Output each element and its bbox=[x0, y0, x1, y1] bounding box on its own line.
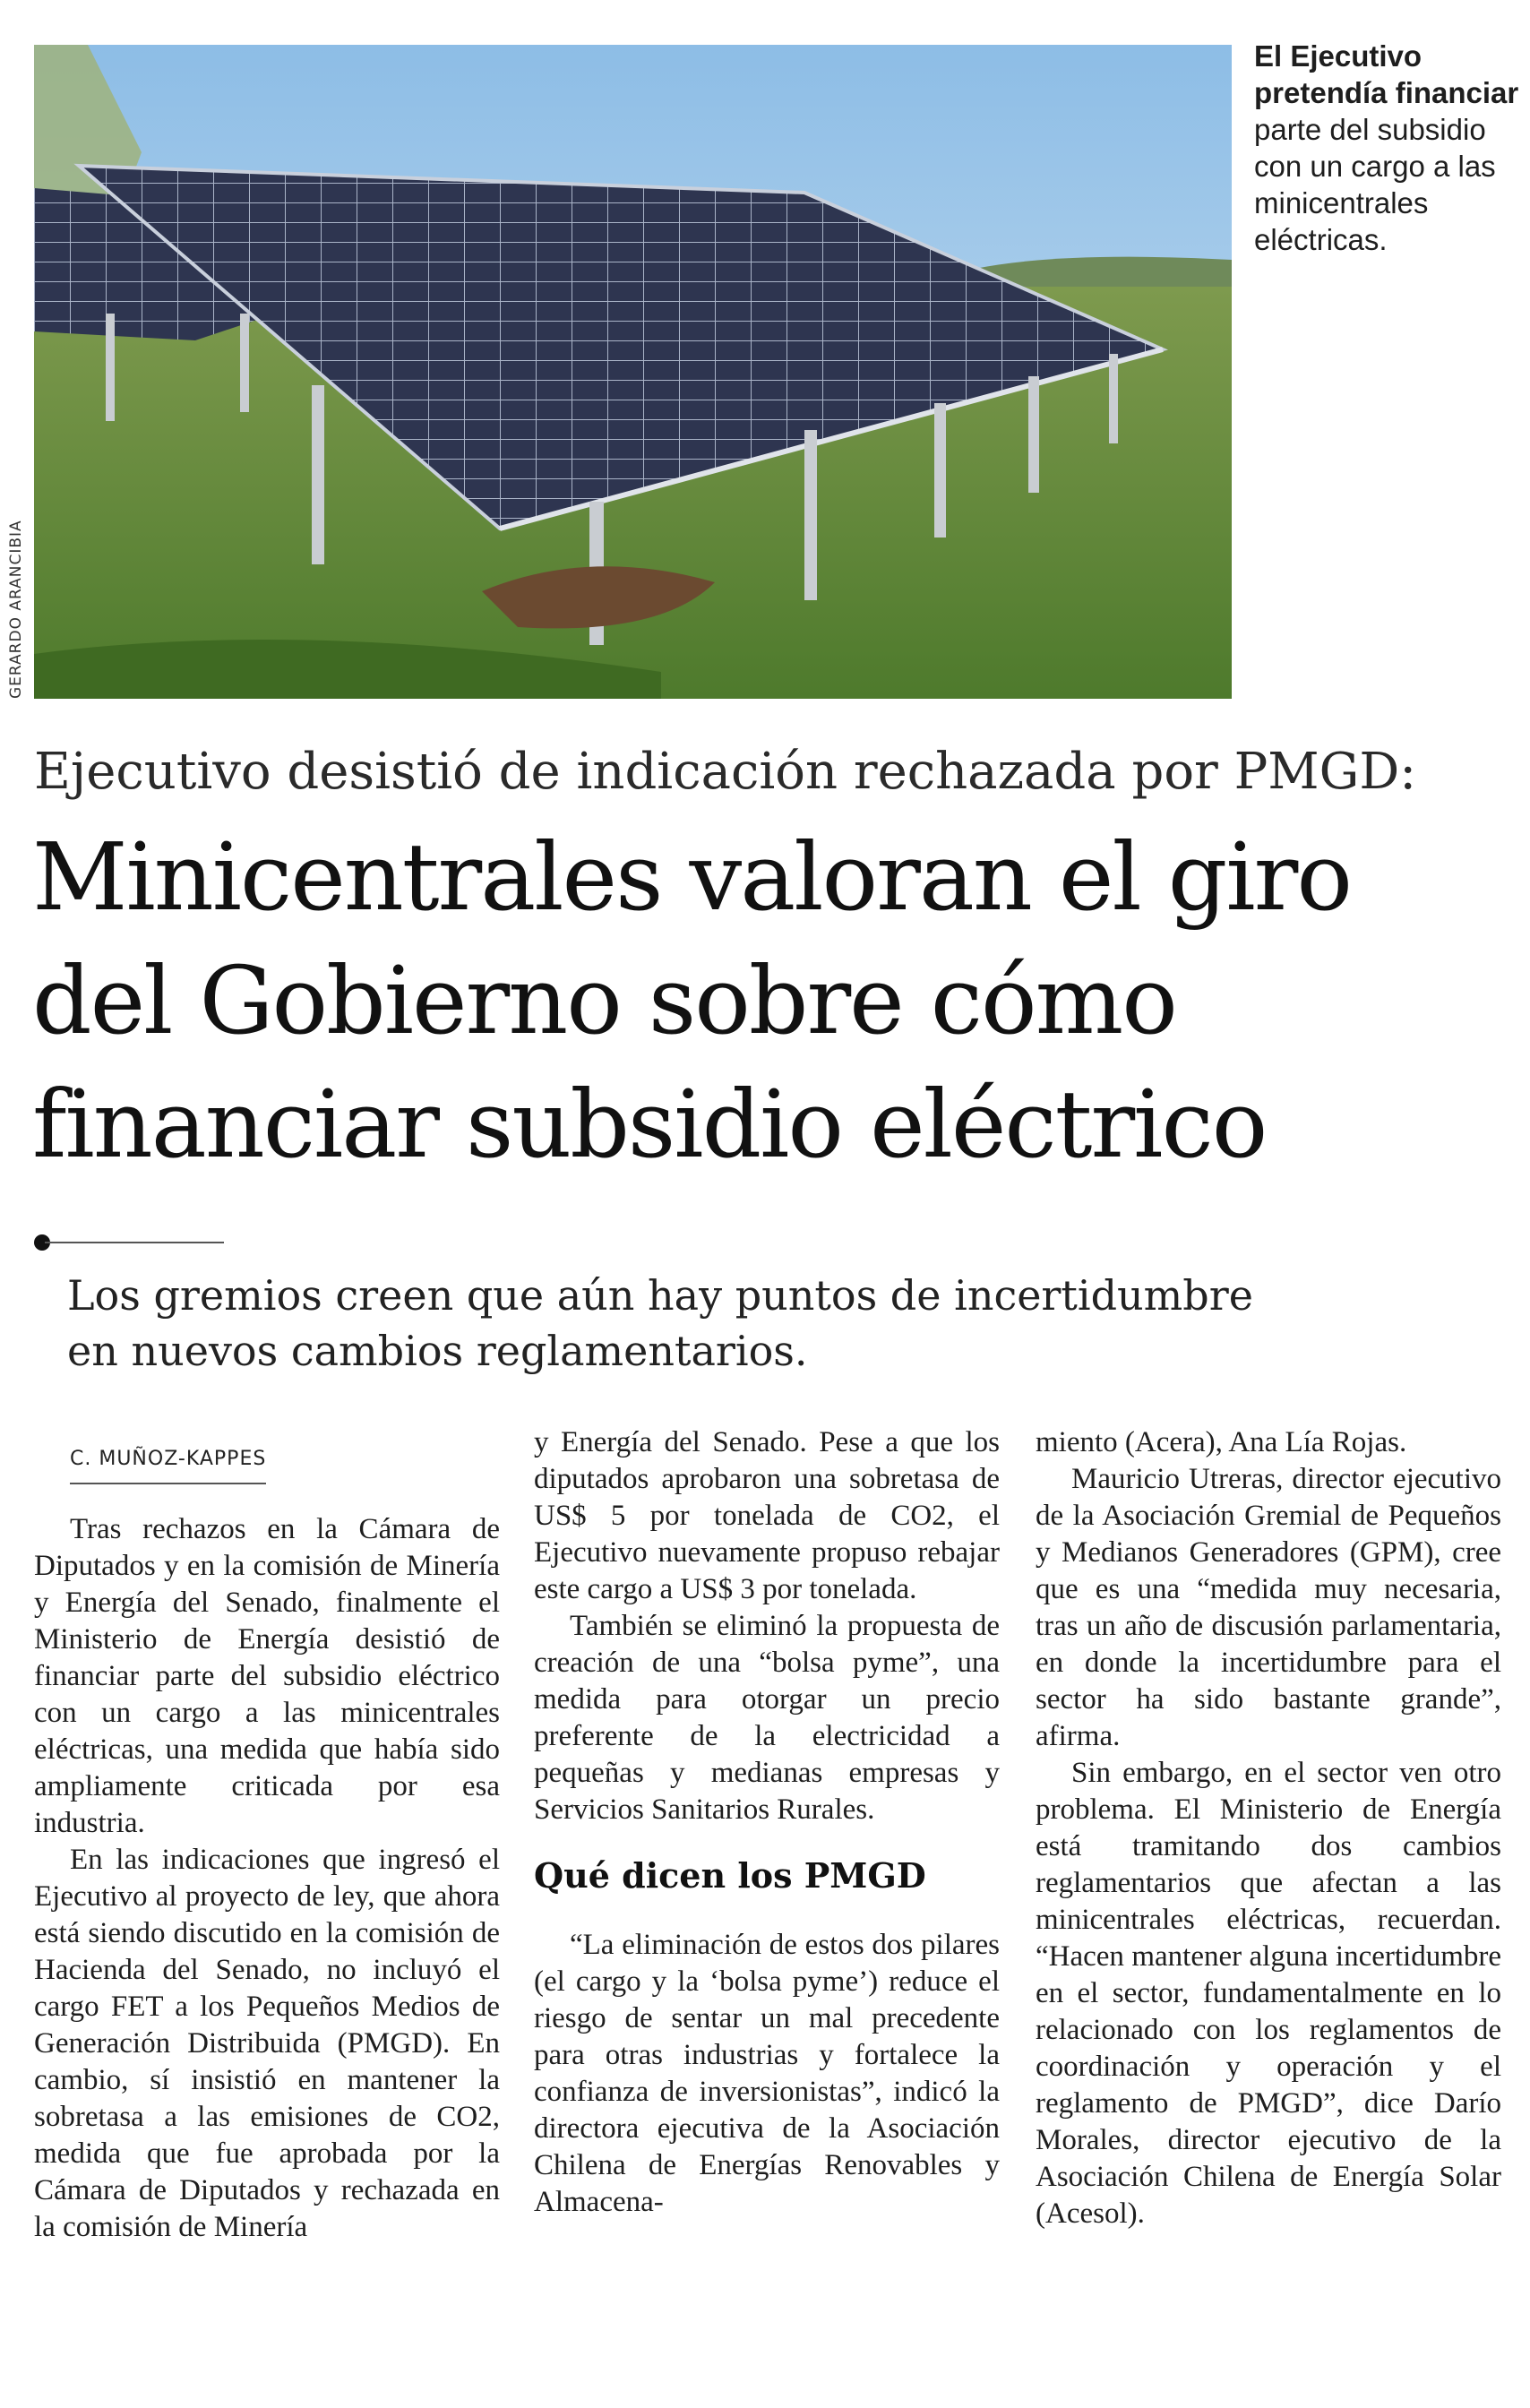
photo-caption bbox=[1254, 38, 1523, 258]
deck bbox=[67, 1268, 1500, 1379]
caption-text: parte del subsidio con un cargo a las minicentrales eléctricas. bbox=[1254, 113, 1496, 256]
headline-line: del Gobierno sobre cómo bbox=[32, 946, 1176, 1055]
kicker: Ejecutivo desistió de indicación rechazada por PMGD: bbox=[34, 743, 1417, 801]
deck-line: en nuevos cambios reglamentarios. bbox=[67, 1327, 808, 1375]
body-paragraph: Mauricio Utreras, director ejecutivo de la Asociación Gremial de Pequeños y Medianos Generadores (GPM), cree que es una “medida muy necesaria, tras un año de discusión parlamentaria, en donde la incertidumbre para el sector ha sido bastante grande”, afirma. bbox=[1036, 1463, 1501, 1752]
headline-line: Minicentrales valoran el giro bbox=[32, 822, 1351, 932]
photo-credit: GERARDO ARANCIBIA bbox=[7, 520, 25, 699]
article-column-2 bbox=[534, 1424, 1000, 2221]
headline-line: financiar subsidio eléctrico bbox=[32, 1070, 1267, 1179]
body-paragraph: “La eliminación de estos dos pilares (el cargo y la ‘bolsa pyme’) reduce el riesgo de sentar un mal precedente para otras industrias y fortalece la confianza de inversionistas”, indicó la directora ejecutiva de la Asociación Chilena de Energías Renovables y Almacena- bbox=[534, 1929, 1000, 2218]
body-paragraph: En las indicaciones que ingresó el Ejecutivo al proyecto de ley, que ahora está siendo discutido en la comisión de Hacienda del Senado, no incluyó el cargo FET a los Pequeños Medios de Generación Distribuida (PMGD). En cambio, sí insistió en mantener la sobretasa a las emisiones de CO2, medida que fue aprobada por la Cámara de Diputados y rechazada en la comisión de Minería bbox=[34, 1844, 500, 2243]
body-paragraph: Tras rechazos en la Cámara de Diputados y en la comisión de Minería y Energía del Senado, finalmente el Ministerio de Energía desistió de financiar parte del subsidio eléctrico con un cargo a las minicentrales eléctricas, una medida que había sido ampliamente criticada por esa industria. bbox=[34, 1513, 500, 1839]
body-paragraph: y Energía del Senado. Pese a que los diputados aprobaron una sobretasa de US$ 5 por tonelada de CO2, el Ejecutivo nuevamente propuso rebajar este cargo a US$ 3 por tonelada. bbox=[534, 1426, 1000, 1605]
body-paragraph: Sin embargo, en el sector ven otro problema. El Ministerio de Energía está tramitando dos cambios reglamentarios que afectan a las minicentrales eléctricas, recuerdan. “Hacen mantener alguna incertidumbre en el sector, fundamentalmente en lo relacionado con los reglamentos de coordinación y operación y el reglamento de PMGD”, dice Darío Morales, director ejecutivo de la Asociación Chilena de Energía Solar (Acesol). bbox=[1036, 1757, 1501, 2230]
solar-panels-photo bbox=[34, 45, 1232, 699]
headline bbox=[32, 815, 1519, 1186]
article-column-1 bbox=[34, 1424, 500, 2246]
article-column-3 bbox=[1036, 1424, 1501, 2232]
body-paragraph: También se eliminó la propuesta de creación de una “bolsa pyme”, una medida para otorgar un precio preferente de la electricidad a pequeñas y medianas empresas y Servicios Sanitarios Rurales. bbox=[534, 1610, 1000, 1826]
deck-rule bbox=[45, 1242, 224, 1243]
caption-bold: El Ejecutivo pretendía financiar bbox=[1254, 39, 1519, 109]
body-paragraph: miento (Acera), Ana Lía Rojas. bbox=[1036, 1426, 1407, 1458]
section-subhead: Qué dicen los PMGD bbox=[534, 1855, 926, 1896]
deck-line: Los gremios creen que aún hay puntos de incertidumbre bbox=[67, 1271, 1253, 1320]
byline: C. MUÑOZ-KAPPES bbox=[70, 1440, 266, 1484]
